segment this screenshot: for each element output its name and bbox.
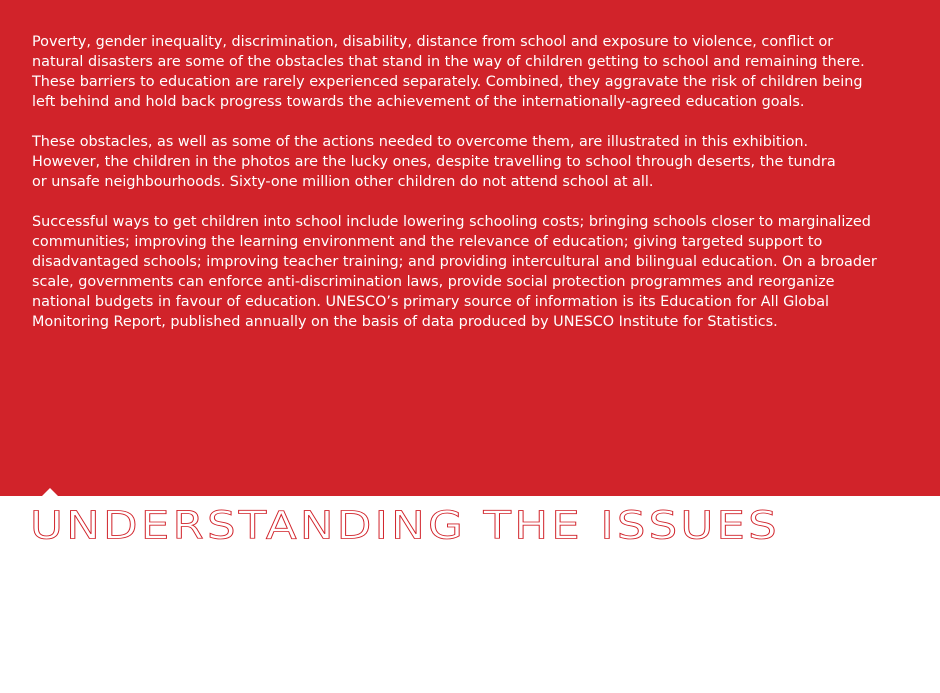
body-text	[32, 32, 928, 352]
paragraph-exhibition: These obstacles, as well as some of the actions needed to overcome them, are illustrated in this exhibition. However, the children in the photos are the lucky ones, despite travelling to school through deserts, the tundra or unsafe neighbourhoods. Sixty-one million other children do not attend school at all.	[32, 134, 836, 190]
panel-notch	[42, 488, 58, 496]
paragraph-obstacles: Poverty, gender inequality, discrimination, disability, distance from school and exposure to violence, conflict or natural disasters are some of the obstacles that stand in the way of children getting to school and remaining there. These barriers to education are rarely experienced separately. Combined, they aggravate the risk of children being left behind and hold back progress towards the achievement of the internationally-agreed education goals.	[32, 34, 865, 110]
paragraph-solutions: Successful ways to get children into school include lowering schooling costs; bringing schools closer to marginalized communities; improving the learning environment and the relevance of education; giving targeted support to disadvantaged schools; improving teacher training; and providing intercultural and bilingual education. On a broader scale, governments can enforce anti-discrimination laws, provide social protection programmes and reorganize national budgets in favour of education. UNESCO’s primary source of information is its Education for All Global Monitoring Report, published annually on the basis of data produced by UNESCO Institute for Statistics.	[32, 214, 877, 330]
page-title: UNDERSTANDING THE ISSUES	[30, 502, 780, 548]
